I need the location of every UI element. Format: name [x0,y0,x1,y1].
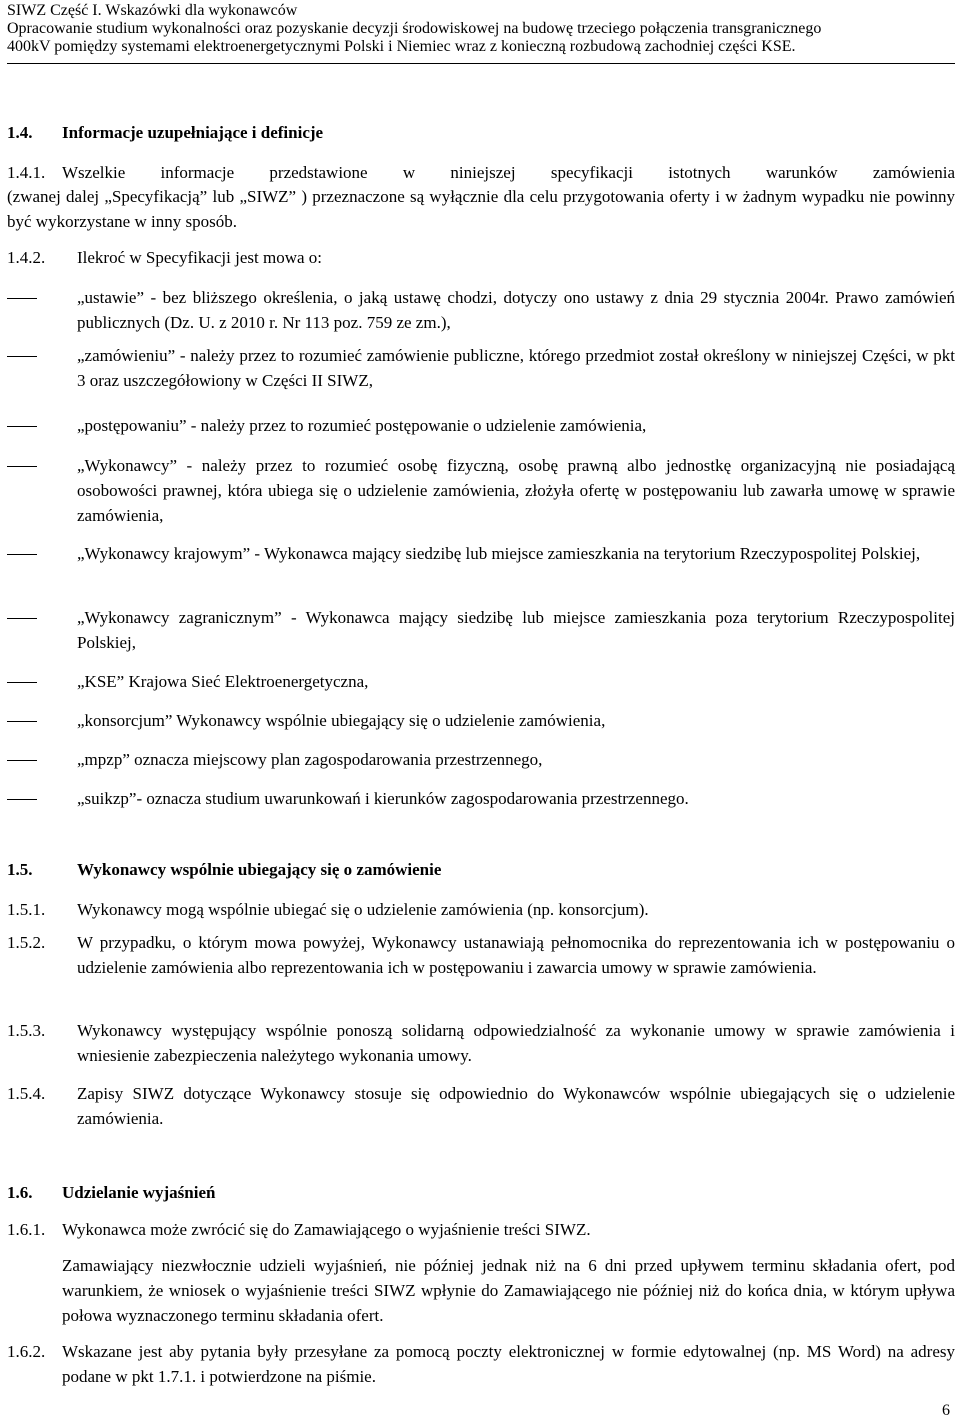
definition-zamowieniu: „zamówieniu” - należy przez to rozumieć zamówienie publiczne, którego przedmiot został określony w niniejszej Części, w pkt 3 oraz uszczegółowiony w Części II SIWZ, [77,346,955,390]
para-1-6-1-continuation: Zamawiający niezwłocznie udzieli wyjaśnień, nie później jednak niż na 6 dni przed upływem terminu składania ofert, pod warunkiem, że wniosek o wyjaśnienie treści SIWZ wpłynie do Zamawiającego nie później niż do końca dnia, w którym upływa połowa wyznaczonego terminu składania ofert. [62,1256,955,1325]
dash-marker [7,618,37,619]
header-line-3: 400kV pomiędzy systemami elektroenergetycznymi Polski i Niemiec wraz z konieczną rozbudową zachodniej części KSE. [7,38,796,55]
section-1-4-number: 1.4. [7,123,33,142]
para-1-6-1-text: Wykonawca może zwrócić się do Zamawiającego o wyjaśnienie treści SIWZ. [62,1220,591,1239]
para-1-4-2-text: Ilekroć w Specyfikacji jest mowa o: [77,248,323,267]
dash-marker [7,426,37,427]
dash-marker [7,554,37,555]
para-1-6-2-text: Wskazane jest aby pytania były przesyłane za pomocą poczty elektronicznej w formie edytowalnej (np. MS Word) na adresy podane w pkt 1.7.1. i potwierdzone na piśmie. [62,1342,955,1386]
para-1-5-1-text: Wykonawcy mogą wspólnie ubiegać się o udzielenie zamówienia (np. konsorcjum). [77,900,649,919]
definition-ustawie: „ustawie” - bez bliższego określenia, o jaką ustawę chodzi, dotyczy ono ustawy z dnia 29 stycznia 2004r. Prawo zamówień publicznych (Dz. U. z 2010 r. Nr 113 poz. 759 ze zm.), [77,288,955,332]
header-rule [7,63,955,64]
definition-suikzp: „suikzp”- oznacza studium uwarunkowań i kierunków zagospodarowania przestrzennego. [77,789,689,808]
definition-kse: „KSE” Krajowa Sieć Elektroenergetyczna, [77,672,369,691]
definition-wykonawcy: „Wykonawcy” - należy przez to rozumieć osobę fizyczną, osobę prawną albo jednostkę organizacyjną nie posiadającą osobowości prawnej, która ubiega się o udzielenie zamówienia, złożyła ofertę w postępowaniu lub zawarła umowę w sprawie zamówienia, [77,456,955,525]
dash-marker [7,799,37,800]
para-1-5-2-text: W przypadku, o którym mowa powyżej, Wykonawcy ustanawiają pełnomocnika do reprezentowania ich w postępowaniu o udzielenie zamówienia albo reprezentowania ich w postępowaniu i zawarcia umowy w sprawie zamówienia. [77,933,955,977]
dash-marker [7,682,37,683]
section-1-6-number: 1.6. [7,1183,33,1202]
para-1-5-2-number: 1.5.2. [7,933,46,952]
section-1-5-title: Wykonawcy wspólnie ubiegający się o zamówienie [77,860,442,879]
definition-postepowaniu: „postępowaniu” - należy przez to rozumieć postępowanie o udzielenie zamówienia, [77,416,647,435]
dash-marker [7,356,37,357]
para-1-5-4-number: 1.5.4. [7,1084,46,1103]
para-1-5-4-text: Zapisy SIWZ dotyczące Wykonawcy stosuje się odpowiednio do Wykonawców wspólnie ubiegających się o udzielenie zamówienia. [77,1084,955,1128]
dash-marker [7,298,37,299]
para-1-4-1-number: 1.4.1. [7,163,46,182]
para-1-4-1-text: (zwanej dalej „Specyfikacją” lub „SIWZ” ) przeznaczone są wyłącznie dla celu przygotowania oferty i w żadnym wypadku nie powinny być wykorzystane w inny sposób. [7,187,955,231]
dash-marker [7,721,37,722]
para-1-4-2-number: 1.4.2. [7,248,46,267]
para-1-6-2-number: 1.6.2. [7,1342,46,1361]
dash-marker [7,466,37,467]
para-1-5-3-text: Wykonawcy występujący wspólnie ponoszą solidarną odpowiedzialność za wykonanie umowy w sprawie zamówienia i wniesienie zabezpieczenia należytego wykonania umowy. [77,1021,955,1065]
page-header [7,2,955,56]
header-line-2: Opracowanie studium wykonalności oraz pozyskanie decyzji środowiskowej na budowę trzeciego połączenia transgranicznego [7,20,822,37]
definition-mpzp: „mpzp” oznacza miejscowy plan zagospodarowania przestrzennego, [77,750,543,769]
section-1-5-number: 1.5. [7,860,33,879]
para-1-4-1-first-line: Wszelkie informacje przedstawione w niniejszej specyfikacji istotnych warunków zamówienia [62,163,955,182]
para-1-6-1-number: 1.6.1. [7,1220,46,1239]
definition-konsorcjum: „konsorcjum” Wykonawcy wspólnie ubiegający się o udzielenie zamówienia, [77,711,606,730]
section-1-4-title: Informacje uzupełniające i definicje [62,123,324,142]
definition-wykonawcy-zagranicznym: „Wykonawcy zagranicznym” - Wykonawca mający siedzibę lub miejsce zamieszkania poza terytorium Rzeczypospolitej Polskiej, [77,608,955,652]
dash-marker [7,760,37,761]
para-1-5-1-number: 1.5.1. [7,900,46,919]
header-line-1: SIWZ Część I. Wskazówki dla wykonawców [7,2,298,19]
definition-wykonawcy-krajowym: „Wykonawcy krajowym” - Wykonawca mający siedzibę lub miejsce zamieszkania na terytorium Rzeczypospolitej Polskiej, [77,544,921,563]
page-number: 6 [942,1402,950,1419]
section-1-6-title: Udzielanie wyjaśnień [62,1183,216,1202]
para-1-5-3-number: 1.5.3. [7,1021,46,1040]
